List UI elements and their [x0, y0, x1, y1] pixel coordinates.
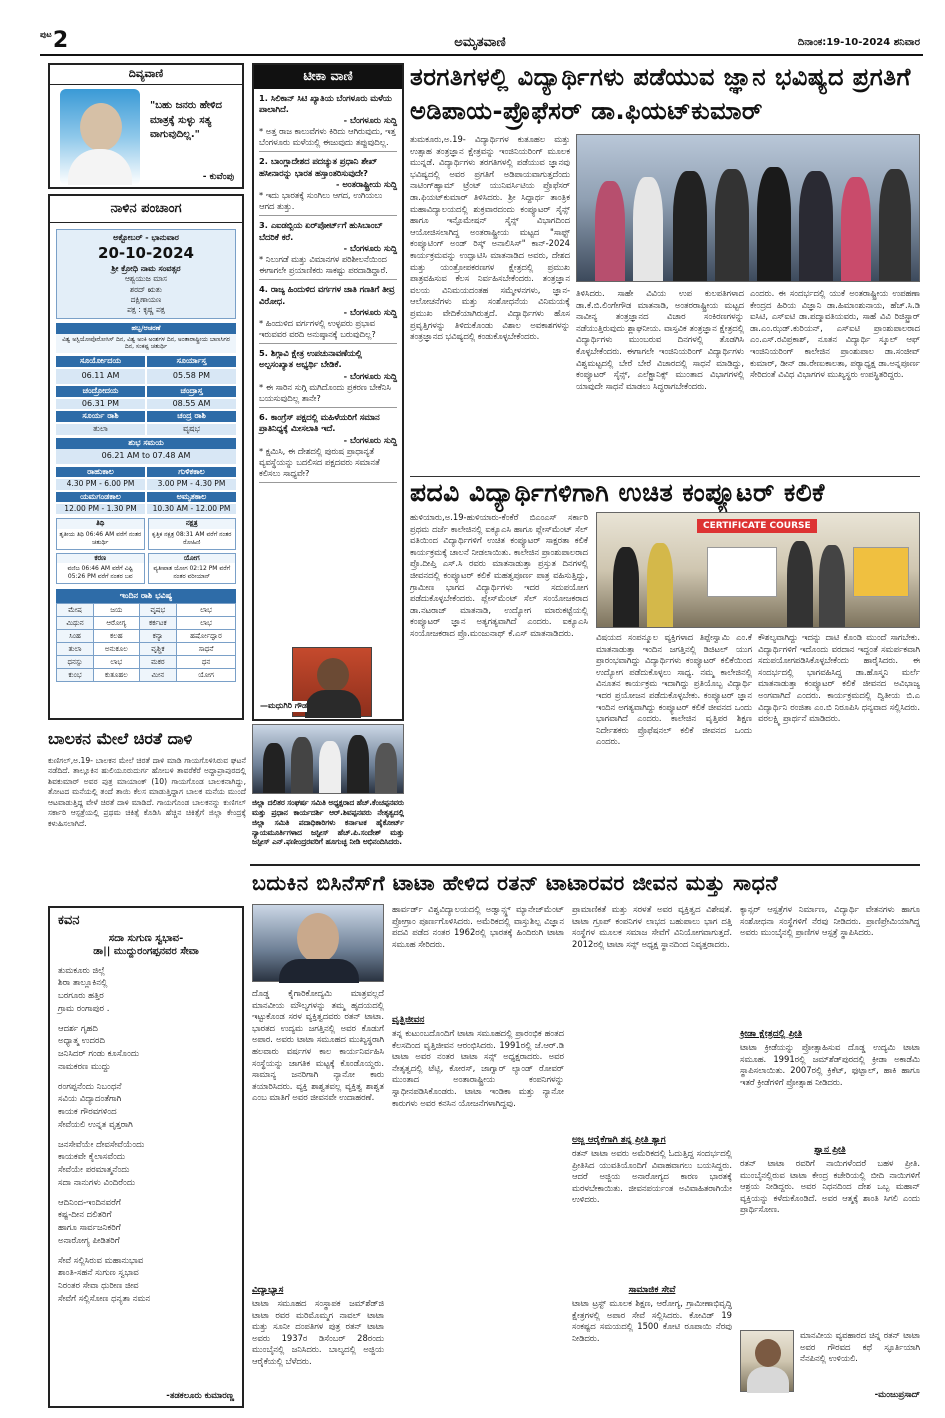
tika-question: 3. ಎಐಡಬ್ಬಿಯ ಏರ್‌ಪೋರ್ಟ್‌ಗೆ ಹುಸಿಬಾಂಬ್ ಬೆದರಿಕೆ ಕರೆ. — [259, 220, 383, 242]
divyavani-title: ದಿವ್ಯವಾಣಿ — [50, 65, 242, 85]
divyavani-quote: "ಬಹು ಜನರು ಹೇಳಿದ ಮಾತ್ರಕ್ಕೆ ಸುಳ್ಳು ಸತ್ಯ ವಾಗುವುದಿಲ್ಲ." — [150, 100, 222, 140]
tika-list — [254, 89, 402, 492]
tika-source: - ಬೆಂಗಳೂರು ಸುದ್ದಿ — [343, 114, 397, 125]
poem-line: ನಾಮಕರಣ ಮುದ್ದು — [58, 1061, 111, 1072]
rashi-sign: ಮಕರ — [139, 656, 177, 669]
story3-sub4: ಸಾಮಾಜಿಕ ಸೇವೆ — [628, 1285, 676, 1295]
tithi-panel — [56, 518, 236, 583]
rashi-prediction: ಸಾಧನೆ — [177, 643, 236, 656]
yama-label: ಯಮಗಂಡಕಾಲ — [56, 492, 145, 503]
tika-answer: * ಈ ಸಾರಿನ ಸುಗ್ಗಿ ಮಗಿದೊಂದು ಪ್ರಕರಣ ಬೇಕೆನಿಸಿ ಬಯಸುವುದಿಲ್ಲ ತಾನೇ? — [259, 381, 391, 404]
poem-line: ಸೇವೆಯಲಿ ಉನ್ನತ ವೃತ್ತರಾಗಿ — [58, 1119, 133, 1130]
tika-vani-box — [252, 63, 404, 721]
poem-line: ಕಷ್ಟ-ದೀನ ದಲಿತರಿಗೆ — [58, 1210, 112, 1221]
moonset-label: ಚಂದ್ರಾಸ್ತ — [147, 386, 236, 397]
tika-answer: * ನಿಲುಗಡೆ ಮತ್ತು ವಿಮಾನಗಳ ಪರಿಶೀಲನೆಯಿಂದ ಈಗಾಗಲೇ ಪ್ರಯಾಣಿಕರು ಸಾಕಷ್ಟು ಪರದಾಡಿದ್ದಾರೆ. — [259, 253, 388, 276]
panchanga-paksha: ಪಕ್ಷ : ಕೃಷ್ಣ ಪಕ್ಷ — [127, 304, 165, 314]
poem-line: ಆದಿನಿಂದ-ಇಂದಿನವರೆಗೆ — [58, 1197, 121, 1208]
rahu-label: ರಾಹುಕಾಲ — [56, 467, 145, 478]
poem-line: ಕಾಯಕವೇ ಕೈಲಾಸವೆಂದು — [58, 1152, 126, 1163]
rashi-prediction: ಹರ್ಷೋದ್ಘಾರ — [177, 630, 236, 643]
sunset-time: 05.58 PM — [147, 369, 236, 384]
amrita-label: ಅಮೃತಕಾಲ — [147, 492, 236, 503]
nakshatra-text: ಕೃತ್ತಿಕ ನಕ್ಷತ್ರ 08:31 AM ವರೆಗೆ ನಂತರ ರೋಹಿಣಿ — [152, 530, 232, 546]
poem-line: ತುಮಕೂರು ಜಿಲ್ಲೆ — [58, 965, 106, 976]
rashi-sign: ಮೀನ — [139, 669, 177, 682]
poem-line: ಸವಿಯ ವಿದ್ಯಾದಂತೆಗಾಗಿ — [58, 1094, 122, 1105]
ratan-tata-photo — [252, 904, 384, 982]
rashi-prediction: ಲಾಭ — [94, 656, 140, 669]
stanza-gap — [58, 1248, 234, 1255]
story3-col4c: ರತನ್ ಟಾಟಾ ರವರಿಗೆ ನಾಯಿಗಳೆಂದರೆ ಬಹಳ ಪ್ರೀತಿ. ಮುಂಬೈನಲ್ಲಿರುವ ಟಾಟಾ ಕೇಂದ್ರ ಕಚೇರಿಯಲ್ಲಿ ಬೀದಿ ನಾಯಿಗಳಿಗೆ ಆಶ್ರಯ ನೀಡಿದ್ದರು. ಅವರ ನಿಧನದಿಂದ ದೇಶ ಒಬ್ಬ ಮಹಾನ್ ವ್ಯಕ್ತಿಯನ್ನು ಕಳೆದುಕೊಂಡಿದೆ. ಅವರ ಆತ್ಮಕ್ಕೆ ಶಾಂತಿ ಸಿಗಲಿ ಎಂದು ಪ್ರಾರ್ಥಿಸೋಣ. — [740, 1158, 920, 1215]
stanza-gap — [58, 1016, 234, 1023]
tika-answer: * ಇದು ಭಾರತಕ್ಕೆ ಸುಂಗಿಲು ಆಗದ, ಉಗಿಯಲು ಆಗದ ತುತ್ತು. — [259, 190, 383, 212]
felicitation-photo — [252, 724, 404, 794]
tika-vani-title: ಟೀಕಾ ವಾಣಿ — [254, 65, 402, 89]
rashi-prediction: ಅನುಕೂಲ — [94, 643, 140, 656]
story1-col2: ತಿಳಿಸಿದರು. ಸಾಹೇ ವಿವಿಯ ಉಪ ಕುಲಪತಿಗಳಾದ ಡಾ.ಕೆ.ಬಿ.ಲಿಂಗೇಗೌಡ ಮಾತನಾಡಿ, ಅಂತರರಾಷ್ಟ್ರೀಯ ಮಟ್ಟದ ನಾವೀನ್ಯ ತಂತ್ರಜ್ಞಾನದ ವಿಚಾರ ಸಂಕಿರಣಗಳನ್ನು ನಡೆಯುತ್ತಿರುವುದು ಶ್ಲಾಘನೀಯ. ವಾಸ್ತವಿಕ ತಂತ್ರಜ್ಞಾನ ಕ್ಷೇತ್ರದಲ್ಲಿ ವಿದ್ಯಾರ್ಥಿಗಳು ಮುಂಬರುವ ದಿನಗಳಲ್ಲಿ ತೊಡಗಿಸಿ ಕೊಳ್ಳಬೇಕೆಂದರು. ಈಗಾಗಲೇ ಇಂಜಿನಿಯರಿಂಗ್ ವಿದ್ಯಾರ್ಥಿಗಳು ವಿಶ್ವಮಟ್ಟದಲ್ಲಿ ಬೇರೆ ಬೇರೆ ವಿಚಾರದಲ್ಲಿ ಸಾಧನೆ ಮಾಡಿದ್ದು, ಕಂಪ್ಯೂಟರ್ ಸೈನ್ಸ್, ಎಲೆಕ್ಟ್ರಾನಿಕ್ಸ್ ಮುಂತಾದ ವಿಭಾಗಗಳಲ್ಲಿ ಯಾವುದೇ ಸಾಧನೆ ಮಾಡಲು ಸಿದ್ಧರಾಗಬೇಕೆಂದರು. — [576, 288, 744, 391]
kavana-title: ಕವನ — [58, 913, 80, 928]
poem-line: ನಿರಂತರ ಸೇವಾ ಧುರೀಣ ಜೀವ — [58, 1281, 139, 1292]
kavana-heading: ಸದಾ ಸುಗುಣ ಸ್ವಭಾವ- ಡಾ|| ಮುದ್ದುರಂಗಪ್ಪನವರ ಸೇವಾ — [93, 932, 199, 958]
paper-name: ಅಮೃತವಾಣಿ — [454, 35, 506, 50]
poem-line: ಆದರ್ಶ ಗೃಹದಿ — [58, 1023, 98, 1034]
rashi-row — [57, 630, 236, 643]
stanza-gap — [58, 1074, 234, 1081]
panchanga-day: ಅಕ್ಟೋಬರ್ - ಭಾನುವಾರ — [113, 232, 179, 242]
panchanga-date-card — [56, 229, 236, 319]
rashi-row — [57, 669, 236, 682]
rahu-time: 4.30 PM - 6.00 PM — [56, 479, 145, 489]
poem-line: ಅಧ್ಯಾತ್ಮ ಉದರದಿ — [58, 1036, 105, 1047]
tithi-text: ತೃತೀಯ ತಿಥಿ 06:46 AM ವರೆಗೆ ನಂತರ ಚತುರ್ಥಿ — [59, 530, 142, 546]
story3-col2b: ತನ್ನ ಕುಟುಂಬದೊಂದಿಗೆ ಟಾಟಾ ಸಮೂಹದಲ್ಲಿ ಪ್ರಾರಂಭಿಕ ಹಂತದ ಕೆಲಸದಿಂದ ವೃತ್ತಿಜೀವನ ಆರಂಭಿಸಿದರು. 1991ರಲ್ಲಿ ಜೆ.ಆರ್.ಡಿ ಟಾಟಾ ಅವರ ನಂತರ ಟಾಟಾ ಸನ್ಸ್ ಅಧ್ಯಕ್ಷರಾದರು. ಅವರ ನೇತೃತ್ವದಲ್ಲಿ ಟೆಟ್ಲಿ, ಕೋರಸ್, ಜಾಗ್ವಾರ್ ಲ್ಯಾಂಡ್ ರೋವರ್ ಮುಂತಾದ ಅಂತಾರಾಷ್ಟ್ರೀಯ ಕಂಪನಿಗಳನ್ನು ಸ್ವಾಧೀನಪಡಿಸಿಕೊಂಡರು. ಟಾಟಾ ಇಂಡಿಕಾ ಮತ್ತು ನ್ಯಾನೋ ಕಾರುಗಳು ಅವರ ಕನಸಿನ ಯೋಜನೆಗಳಾಗಿದ್ದವು. — [392, 1028, 564, 1108]
moonrise-label: ಚಂದ್ರೋದಯ — [56, 386, 145, 397]
page-label: ಪುಟ — [40, 30, 52, 39]
page-number-badge — [40, 30, 100, 52]
tika-source: - ಬೆಂಗಳೂರು ಸುದ್ದಿ — [343, 306, 397, 317]
panchanga-masa: ಆಶ್ವಯುಜ ಮಾಸ — [124, 274, 167, 284]
story1-headline: ತರಗತಿಗಳಲ್ಲಿ ವಿದ್ಯಾರ್ಥಿಗಳು ಪಡೆಯುವ ಜ್ಞಾನ ಭವಿಷ್ಯದ ಪ್ರಗತಿಗೆ ಅಡಿಪಾಯ-ಪ್ರೊಫೆಸರ್ ಡಾ.ಫಿಯಟ್‌ಕುಮಾರ್ — [410, 63, 911, 125]
poem-line: ಸದಾ ನಾನುಗಳು ವಿಂದಿರೆಂದು — [58, 1177, 136, 1188]
story3-col3b: ರತನ್ ಟಾಟಾ ಅವರು ಅಮೆರಿಕದಲ್ಲಿ ಓದುತ್ತಿದ್ದ ಸಂದರ್ಭದಲ್ಲಿ ಪ್ರೀತಿಸಿದ ಯುವತಿಯೊಂದಿಗೆ ವಿವಾಹವಾಗಲು ಬಯಸಿದ್ದರು. ಆದರೆ ಅಜ್ಜಿಯ ಅನಾರೋಗ್ಯದ ಕಾರಣ ಭಾರತಕ್ಕೆ ಮರಳಬೇಕಾಯಿತು. ಜೀವನಪರ್ಯಂತ ಅವಿವಾಹಿತರಾಗಿಯೇ ಉಳಿದರು. — [572, 1148, 732, 1205]
rashi-sign: ಸಿಂಹ — [57, 630, 94, 643]
rashi-title: ಇಂದಿನ ರಾಶಿ ಭವಿಷ್ಯ — [56, 589, 236, 604]
rashi-sign: ಮೇಷ — [57, 604, 94, 617]
shubha-label: ಶುಭ ಸಮಯ — [56, 438, 236, 449]
story2-col2: ವಿಷಯದ ಸಂಪನ್ಮೂಲ ವ್ಯಕ್ತಿಗಳಾದ ತಿಪ್ಪೇಸ್ವಾಮಿ ಎಂ.ಕೆ ಮಾತನಾಡುತ್ತಾ ಇಂದಿನ ಜಗತ್ತಿನಲ್ಲಿ ಡಿಜಿಟಲ್ ಯುಗ ಪ್ರಾರಂಭವಾಗಿದ್ದು ವಿದ್ಯಾರ್ಥಿಗಳು ಕಂಪ್ಯೂಟರ್ ಕಲಿಕೆಯಿಂದ ಉದ್ಯೋಗ ಪಡೆದುಕೊಳ್ಳಲು ಸಾಧ್ಯ. ನಮ್ಮ ಕಾಲೇಜಿನಲ್ಲಿ ವಿನೂತನ ಕಾರ್ಯಕ್ರಮ ಇದಾಗಿದ್ದು ಪ್ರತಿಯೊಬ್ಬ ವಿದ್ಯಾರ್ಥಿ ಇದರ ಪ್ರಯೋಜನ ಪಡೆದುಕೊಳ್ಳಬೇಕು. ಕಂಪ್ಯೂಟರ್ ಜ್ಞಾನ ಇಂದಿನ ಅಗತ್ಯವಾಗಿದ್ದು ಕಂಪ್ಯೂಟರ್ ಕಲಿಕೆ ಜೀವನದ ಒಂದು ಭಾಗವಾಗಿದೆ ಎಂದರು. ಕಾಲೇಜಿನ ವೃತ್ತಿಪರ ಶಿಕ್ಷಣ ನಿರ್ದೇಶಕರು ಪ್ರೊಫೆಷನಲ್ ಕಲಿಕೆ ಜೀವನದ ಒಂದು ಎಂದರು. — [596, 632, 752, 747]
festival-head: ಹಬ್ಬ/ಆಚರಣೆ — [56, 323, 236, 334]
sun-panel — [56, 356, 236, 435]
panchanga-ritu: ಶರದ್ ಋತು — [129, 284, 163, 294]
tika-source: - ಬೆಂಗಳೂರು ಸುದ್ದಿ — [343, 434, 397, 445]
stanza-gap — [58, 1132, 234, 1139]
panchanga-ayana: ದಕ್ಷಿಣಾಯಣ — [130, 294, 162, 304]
surya-rashi-label: ಸೂರ್ಯ ರಾಶಿ — [56, 411, 145, 422]
story3-sub1: ವಿದ್ಯಾಭ್ಯಾಸ — [252, 1285, 284, 1295]
tika-question: 6. ಕಾಂಗ್ರೆಸ್ ಪಕ್ಷದಲ್ಲಿ ಮಹಿಳೆಯರಿಗೆ ಸಮಾನ ಪ್ರಾತಿನಿಧ್ಯಕ್ಕೆ ಮೀಸಲಾತಿ ಇದೆ. — [259, 412, 380, 434]
rashi-row — [57, 604, 236, 617]
kavana-lines — [58, 965, 234, 1306]
chandra-rashi-label: ಚಂದ್ರ ರಾಶಿ — [147, 411, 236, 422]
sunrise-label: ಸೂರ್ಯೋದಯ — [56, 356, 145, 367]
tika-answer: * ಹಿಂದುಳಿದ ವರ್ಗಗಳಲ್ಲಿ ಉಳ್ಳವರು ಪ್ರಭಾವ ಇರುವವರ ವರದಿ ಅನುಷ್ಠಾನಕ್ಕೆ ಬರುವುದಿಲ್ಲ? — [259, 317, 376, 340]
divyavani-box — [48, 63, 244, 189]
karana-text: ವಣಿಜ 06:46 AM ವರೆಗೆ ವಿಷ್ಟಿ 05:26 PM ವರೆಗೆ ನಂತರ ಬವ — [67, 564, 133, 580]
poet-portrait — [60, 89, 140, 185]
rashi-sign: ವೃಷಭ — [139, 604, 177, 617]
story2-headline: ಪದವಿ ವಿದ್ಯಾರ್ಥಿಗಳಿಗಾಗಿ ಉಚಿತ ಕಂಪ್ಯೂಟರ್ ಕಲಿಕೆ — [410, 478, 825, 507]
rashi-prediction: ಕುತೂಹಲ — [94, 669, 140, 682]
sunset-label: ಸೂರ್ಯಾಸ್ತ — [147, 356, 236, 367]
rashi-sign: ಮಿಥುನ — [57, 617, 94, 630]
moonrise-time: 06.31 PM — [56, 399, 145, 410]
rashi-sign: ಕರ್ಕಟಕ — [139, 617, 177, 630]
festival-text: ವಿಶ್ವ ಅಸ್ಟಿಯೋಪೊರೋಸಿಸ್ ದಿನ, ವಿಶ್ವ ಅಂಕಿ ಅಂಶಗಳ ದಿನ, ಅಂತಾರಾಷ್ಟ್ರೀಯ ಬಾಣಸಿಗರ ದಿನ, ಸಂಕಷ್ಟ ಚತುರ್ಥಿ — [56, 334, 236, 354]
tika-item — [259, 412, 397, 483]
amrita-time: 10.30 AM - 12.00 PM — [147, 504, 236, 514]
yoga-label: ಯೋಗ — [149, 554, 236, 563]
boy-story-headline: ಬಾಲಕನ ಮೇಲೆ ಚಿರತೆ ದಾಳಿ — [48, 729, 193, 748]
story3-byline: -ಮಂಜುಪ್ರಸಾದ್ — [874, 1390, 920, 1400]
story3-headline: ಬದುಕಿನ ಬಿಸಿನೆಸ್‌ಗೆ ಟಾಟಾ ಹೇಳಿದ ರತನ್ ಟಾಟಾರವರ ಜೀವನ ಮತ್ತು ಸಾಧನೆ — [252, 871, 779, 895]
poem-line: ಕಾಯಕ ಗೌರವಗಳಿಂದ — [58, 1107, 117, 1118]
surya-rashi: ತುಲಾ — [56, 424, 145, 435]
tika-question: 2. ಬಾಂಗ್ಲಾದೇಶದ ಪದಚ್ಯುತ ಪ್ರಧಾನಿ ಶೇಖ್ ಹಸೀನಾರನ್ನು ಭಾರತ ಹಸ್ತಾಂತರಿಸುವುದೇ? — [259, 156, 378, 178]
felicitation-caption: ಜಿಲ್ಲಾ ದಲಿತರ ಸಂಘರ್ಷ ಸಮಿತಿ ಅಧ್ಯಕ್ಷರಾದ ಹೆಚ್.ಕೆಂಚಪ್ಪನವರು ಮತ್ತು ಪ್ರಧಾನ ಕಾರ್ಯದರ್ಶಿ ಆರ್.ಶಿವಪ್ಪನವರು ನೇತೃತ್ವದಲ್ಲಿ ಜಿಲ್ಲಾ ಸಮಿತಿ ಪದಾಧಿಕಾರಿಗಳು ಕರ್ನಾಟಕ ಹೈಕೋರ್ಟ್ ನ್ಯಾಯಮೂರ್ತಿಗಳಾದ ಜಸ್ಟೀಸ್ ಹೆಚ್.ಪಿ.ಸಂದೇಶ್ ಮತ್ತು ಜಸ್ಟೀಸ್ ಎನ್.ಫಣೀಂದ್ರರವರಿಗೆ ಹೂಗುಚ್ಛ ನೀಡಿ ಅಭಿನಂದಿಸಿದರು. — [252, 798, 404, 847]
rashi-prediction: ಯೋಗ — [177, 669, 236, 682]
rashi-row — [57, 617, 236, 630]
story3-tribute: ಮಾನವೀಯ ವ್ಯವಹಾರದ ಚಿನ್ನ ರತನ್ ಟಾಟಾ ಅವರ ಗೌರವದ ಕಥೆ ಸ್ಫೂರ್ತಿಯಾಗಿ ನೆನಪಿನಲ್ಲಿ ಉಳಿಯಲಿ. — [800, 1330, 920, 1364]
story2-col1: ಹುಳಿಯಾರು,ಅ.19-ಹುಳಿಯಾರು-ಕೆಂಕೆರೆ ಬಿಎಂಎಸ್ ಸರ್ಕಾರಿ ಪ್ರಥಮ ದರ್ಜೆ ಕಾಲೇಜಿನಲ್ಲಿ ಐಕ್ಯೂಎಸಿ ಹಾಗೂ ಪ್ಲೇಸ್‌ಮೆಂಟ್ ಸೆಲ್ ವತಿಯಿಂದ ವಿದ್ಯಾರ್ಥಿಗಳಿಗೆ ಉಚಿತ ಕಂಪ್ಯೂಟರ್ ಸಾಕ್ಷರತಾ ಕಲಿಕೆ ಕಾರ್ಯಕ್ರಮಕ್ಕೆ ಚಾಲನೆ ನೀಡಲಾಯಿತು. ಕಾಲೇಜಿನ ಪ್ರಾಂಶುಪಾಲರಾದ ಪ್ರೊ.ದೀಪ್ತಿ ಎಸ್.ಸಿ ರವರು ಮಾತನಾಡುತ್ತಾ ಪ್ರಸ್ತುತ ದಿನಗಳಲ್ಲಿ ಜೀವನದಲ್ಲಿ ಕಂಪ್ಯೂಟರ್ ಕಲಿಕೆ ಮಹತ್ವಪೂರ್ಣ ಪಾತ್ರ ವಹಿಸುತ್ತಿದ್ದು, ಗ್ರಾಮೀಣ ಭಾಗದ ವಿದ್ಯಾರ್ಥಿಗಳು ಇದರ ಸದುಪಯೋಗ ಪಡೆದುಕೊಳ್ಳಬೇಕೆಂದರು. ಪ್ಲೇಸ್‌ಮೆಂಟ್ ಸೆಲ್ ಸಂಯೋಜಕರಾದ ಡಾ.ನಟರಾಜ್ ಮಾತನಾಡಿ, ಉದ್ಯೋಗ ಮಾರುಕಟ್ಟೆಯಲ್ಲಿ ಕಂಪ್ಯೂಟರ್ ಜ್ಞಾನ ಅತ್ಯಗತ್ಯವಾಗಿದೆ ಎಂದರು. ಐಕ್ಯೂಎಸಿ ಸಂಯೋಜಕರಾದ ಪ್ರೊ.ಮಂಜುನಾಥ್ ಕೆ.ಎಸ್ ಮಾತನಾಡಿದರು. — [410, 512, 588, 638]
story3-sub5: ಕ್ರೀಡಾ ಕ್ಷೇತ್ರದಲ್ಲಿ ಪ್ರೀತಿ — [740, 1029, 803, 1039]
rashi-prediction: ಆರೋಗ್ಯ — [94, 617, 140, 630]
story3-sub2: ವೃತ್ತಿಜೀವನ — [392, 1015, 425, 1025]
panchanga-box — [48, 194, 244, 720]
date-line: ದಿನಾಂಕ:19-10-2024 ಶನಿವಾರ — [797, 37, 920, 48]
gulika-label: ಗುಳಿಕಕಾಲ — [147, 467, 236, 478]
story3-col3: ಪ್ರಾಮಾಣಿಕತೆ ಮತ್ತು ಸರಳತೆ ಅವರ ವ್ಯಕ್ತಿತ್ವದ ವಿಶೇಷತೆ. ಟಾಟಾ ಗ್ರೂಪ್ ಕಂಪನಿಗಳ ಲಾಭದ ಬಹುಪಾಲು ಭಾಗ ದತ್ತಿ ಸಂಸ್ಥೆಗಳ ಮೂಲಕ ಸಮಾಜ ಸೇವೆಗೆ ವಿನಿಯೋಗವಾಗುತ್ತದೆ. 2012ರಲ್ಲಿ ಟಾಟಾ ಸನ್ಸ್ ಅಧ್ಯಕ್ಷ ಸ್ಥಾನದಿಂದ ನಿವೃತ್ತರಾದರು. — [572, 904, 732, 949]
rashi-row — [57, 643, 236, 656]
stanza-gap — [58, 1190, 234, 1197]
panchanga-title: ನಾಳಿನ ಪಂಚಾಂಗ — [50, 196, 242, 223]
poem-line: ಸೇವೆ ಸಲ್ಲಿಸಿರುವ ಮಹಾನುಭಾವ — [58, 1255, 144, 1266]
gulika-time: 3.00 PM - 4.30 PM — [147, 479, 236, 489]
story1-col3: ಎಂದರು. ಈ ಸಂದರ್ಭದಲ್ಲಿ ಯುಕೆ ಅಂತರಾಷ್ಟ್ರೀಯ ಉಪಹಣಾ ಕೇಂದ್ರದ ಹಿರಿಯ ವಿಜ್ಞಾನಿ ಡಾ.ಹಿಮಾಂಶುನಾಯ, ಹೆಚ್.ಸಿ.ಡಿ ಐಸಿಟಿ, ಎಸ್‌ಐಟಿ ಡಾ.ಪದ್ಮಾವತಿಯವರು, ಸಾಹೆ ವಿವಿ ರಿಜಿಸ್ಟ್ರಾರ್ ಡಾ.ಎಂ.ಝಡ್.ಕುರಿಯನ್, ಎಸ್‌ಐಟಿ ಪ್ರಾಂಶುಪಾಲರಾದ ಎಂ.ಎಸ್.ರವಿಪ್ರಕಾಶ್, ನೂತನ ವಿದ್ಯಾರ್ಥಿ ಸ್ಕೂಲ್ ಆಫ್ ಇಂಜಿನಿಯರಿಂಗ್ ಕಾಲೇಜಿನ ಪ್ರಾಂಶುಪಾಲ ಡಾ.ಸಂಜೀವ್ ಕುಮಾರ್, ಡೀನ್ ಡಾ.ರೇಣುಕಾಲತಾ, ಪಠ್ಯಾಧ್ಯಕ್ಷ ಡಾ.ಅನ್ನಪೂರ್ಣ ಸೇರಿದಂತೆ ವಿವಿಧ ವಿಭಾಗಗಳ ಮುಖ್ಯಸ್ಥರು ಉಪಸ್ಥಿತರಿದ್ದರು. — [750, 288, 920, 380]
page-number: 2 — [52, 28, 69, 53]
story3-col3c: ಟಾಟಾ ಟ್ರಸ್ಟ್ ಮೂಲಕ ಶಿಕ್ಷಣ, ಆರೋಗ್ಯ, ಗ್ರಾಮೀಣಾಭಿವೃದ್ಧಿ ಕ್ಷೇತ್ರಗಳಲ್ಲಿ ಅಪಾರ ಸೇವೆ ಸಲ್ಲಿಸಿದರು. ಕೋವಿಡ್ 19 ಸಂಕಷ್ಟದ ಸಮಯದಲ್ಲಿ 1500 ಕೋಟಿ ರೂಪಾಯಿ ನೆರವು ನೀಡಿದರು. — [572, 1298, 732, 1343]
story3-col4: ಕ್ಯಾನ್ಸರ್ ಆಸ್ಪತ್ರೆಗಳ ನಿರ್ಮಾಣ, ವಿದ್ಯಾರ್ಥಿ ವೇತನಗಳು ಹಾಗೂ ಸಂಶೋಧನಾ ಸಂಸ್ಥೆಗಳಿಗೆ ನೆರವು ನೀಡಿದರು. ಪ್ರಾಣಿಪ್ರೇಮಿಯಾಗಿದ್ದ ಅವರು ಮುಂಬೈನಲ್ಲಿ ಪ್ರಾಣಿಗಳ ಆಸ್ಪತ್ರೆ ಸ್ಥಾಪಿಸಿದರು. — [740, 904, 920, 938]
poem-line: ಶಿರಾ ತಾಲ್ಲೂಕಿನಲ್ಲಿ — [58, 978, 108, 989]
poem-line: ಜನಿಸಿದರ್ ಗಂಡು ಕೂಸೊಂದು — [58, 1049, 140, 1060]
poem-line: ಗ್ರಾಮ ರಂಗಾಪುರ . — [58, 1003, 110, 1014]
rashi-prediction: ಕಲಹ — [94, 630, 140, 643]
kala-panel — [56, 467, 236, 515]
tika-item — [259, 220, 397, 280]
story3-col4b: ಟಾಟಾ ಕ್ರೀಡೆಯನ್ನು ಪ್ರೋತ್ಸಾಹಿಸುವ ದೊಡ್ಡ ಉದ್ಯಮಿ ಟಾಟಾ ಸಮೂಹ. 1991ರಲ್ಲಿ ಜಮ್‌ಶೆಡ್‌ಪುರದಲ್ಲಿ ಕ್ರೀಡಾ ಅಕಾಡೆಮಿ ಸ್ಥಾಪಿಸಲಾಯಿತು. 2007ರಲ್ಲಿ ಕ್ರಿಕೆಟ್, ಫುಟ್ಬಾಲ್, ಹಾಕಿ ಹಾಗೂ ಇತರೆ ಕ್ರೀಡೆಗಳಿಗೆ ಪ್ರೋತ್ಸಾಹ ನೀಡಿದರು. — [740, 1042, 920, 1087]
rashi-prediction: ಲಾಭ — [177, 617, 236, 630]
story1-col1: ತುಮಕೂರು,ಅ.19- ವಿದ್ಯಾರ್ಥಿಗಳ ಕುತೂಹಲ ಮತ್ತು ಉತ್ಸಾಹ ತಂತ್ರಜ್ಞಾನ ಕ್ಷೇತ್ರವನ್ನು ಇಂಜಿನಿಯರಿಂಗ್ ಮೂಲಕ ಮುನ್ನಡೆ. ವಿದ್ಯಾರ್ಥಿಗಳು ತರಗತಿಗಳಲ್ಲಿ ಪಡೆಯುವ ಜ್ಞಾನವು ಭವಿಷ್ಯದಲ್ಲಿ ಅವರ ಪ್ರಗತಿಗೆ ಅಡಿಪಾಯವಾಗುತ್ತದೆಂದು ನಾಟಿಂಗ್‌ಹ್ಯಾಮ್ ಟ್ರೆಂಟ್ ಯುನಿವರ್ಸಿಟಿಯ ಪ್ರೊಫೆಸರ್ ಡಾ.ಫಿಯಟ್‌ಕುಮಾರ್ ತಿಳಿಸಿದರು. ಶ್ರೀ ಸಿದ್ದಾರ್ಥ ತಾಂತ್ರಿಕ ಮಹಾವಿದ್ಯಾಲಯದಲ್ಲಿ ಶುಕ್ರವಾರದಂದು ಕಂಪ್ಯೂಟರ್ ಸೈನ್ಸ್ ಹಾಗೂ ಇನ್ಫೊಮೇಷನ್ ಸೈನ್ಸ್ ವಿಭಾಗದಿಂದ ಆಯೋಜಿಸಲಾಗಿದ್ದ ಅಂತರಾಷ್ಟ್ರೀಯ ಮಟ್ಟದ "ಸಾಫ್ಟ್ ಕಂಪ್ಯೂಟಿಂಗ್ ಅಂಡ್ ರಿಸ್ಕ್ ಅನಾಲಿಸಿಸ್" ಕಾನ್‌-2024 ಕಾರ್ಯಕ್ರಮವನ್ನು ಉದ್ಘಾಟಿಸಿ ಮಾತನಾಡಿದ ಅವರು, ದೇಶದ ಮತ್ತು ಯಂತ್ರೋಪಕರಣಗಳ ಕ್ಷೇತ್ರದಲ್ಲಿ ಪ್ರಮುಖ ಪಾತ್ರವಹಿಸುವ ಕೆಲಸ ನಿರ್ವಹಿಸಬೇಕೆಂದರು. ತಂತ್ರಜ್ಞಾನ ವಲಯ ವಿನಿಮಯದಂತಹ ಸಮ್ಮೇಳನಗಳು, ಜ್ಞಾನ-ಆಲೋಚನೆಗಳು ಮತ್ತು ಸಂಶೋಧನೆಯ ವಿನಿಮಯಕ್ಕೆ ಪ್ರಮುಖ ವೇದಿಕೆಯಾಗಿರುತ್ತದೆ. ವಿದ್ಯಾರ್ಥಿಗಳು ಹೊಸ ಪ್ರವೃತ್ತಿಗಳನ್ನು ತಿಳಿದುಕೊಂಡು ವಿಶಾಲ ಅವಕಾಶಗಳನ್ನು ತಂತ್ರಜ್ಞಾನದ ಭವಿಷ್ಯದಲ್ಲಿ ಕಂಡುಕೊಳ್ಳಬೇಕೆಂದರು. — [410, 134, 570, 342]
boy-story-body: ಕುಣಿಗಲ್,ಅ.19- ಬಾಲಕನ ಮೇಲೆ ಚಿರತೆ ದಾಳಿ ಮಾಡಿ ಗಾಯಗೊಳಿಸಿರುವ ಘಟನೆ ನಡೆದಿದೆ. ತಾಲ್ಲೂಕಿನ ಹುಲಿಯೂರುದುರ್ಗ ಹೋಬಳಿ ತಾವರೆಕೆರೆ ಅದ್ದಾಪ್ರಾಪುರದಲ್ಲಿ ಶಿವಕುಮಾರ್ ಅವರ ಪುತ್ರ ಮಾಯಾಂಕ್ (10) ಗಾಯಗೊಂಡ ಬಾಲಕನಾಗಿದ್ದು, ತೋಟದ ಮನೆಯಲ್ಲಿ ತಂದೆ ತಾಯಿ ಕೆಲಸ ಮಾಡುತ್ತಿದ್ದಾಗ ಬಾಲಕ ಮನೆಯ ಮುಂದೆ ಆಟವಾಡುತ್ತಿದ್ದ ವೇಳೆ ಚಿರತೆ ದಾಳಿ ಮಾಡಿದೆ. ಗಾಯಗೊಂಡ ಬಾಲಕನನ್ನು ಕುಣಿಗಲ್ ಸರ್ಕಾರಿ ಆಸ್ಪತ್ರೆಯಲ್ಲಿ ಪ್ರಥಮ ಚಿಕಿತ್ಸೆ ಕೊಡಿಸಿ ಹೆಚ್ಚಿನ ಚಿಕಿತ್ಸೆಗೆ ಜಿಲ್ಲಾ ಕೇಂದ್ರಕ್ಕೆ ಕಳುಹಿಸಲಾಗಿದೆ. — [48, 756, 246, 828]
rashi-prediction: ಧನ — [177, 656, 236, 669]
poem-line: ರಂಗಪ್ಪನೆಂದು ನಿಬಂಧನೆ — [58, 1081, 122, 1092]
yama-time: 12.00 PM - 1.30 PM — [56, 504, 145, 514]
story3-col1: ದೊಡ್ಡ ಕೈಗಾರಿಕೋದ್ಯಮಿ ಮಾತ್ರವಲ್ಲದೆ ಮಾನವೀಯ ಮೌಲ್ಯಗಳನ್ನು ತಮ್ಮ ಹೃದಯದಲ್ಲಿ ಇಟ್ಟುಕೊಂಡ ಸರಳ ವ್ಯಕ್ತಿತ್ವದವರು ರತನ್ ಟಾಟಾ. ಭಾರತದ ಉದ್ಯಮ ಜಗತ್ತಿನಲ್ಲಿ ಅವರ ಕೊಡುಗೆ ಅಪಾರ. ಅವರು ಟಾಟಾ ಸಮೂಹದ ಮುಖ್ಯಸ್ಥರಾಗಿ ಹಲವಾರು ವರ್ಷಗಳ ಕಾಲ ಕಾರ್ಯನಿರ್ವಹಿಸಿ ಸಂಸ್ಥೆಯನ್ನು ಜಾಗತಿಕ ಮಟ್ಟಕ್ಕೆ ಕೊಂಡೊಯ್ದರು. ಸಾಮಾನ್ಯ ಜನರಿಗಾಗಿ ನ್ಯಾನೋ ಕಾರು ತಯಾರಿಸಿದರು. ವ್ಯಕ್ತಿ ಶಾಶ್ವತವಲ್ಲ ವ್ಯಕ್ತಿತ್ವ ಶಾಶ್ವತ ಎಂಬ ಮಾತಿಗೆ ಅವರ ಜೀವನವೇ ಉದಾಹರಣೆ. — [252, 988, 384, 1103]
tika-question: 1. ಸಿಲಿಕಾನ್ ಸಿಟಿ ಖ್ಯಾತಿಯ ಬೆಂಗಳೂರು ಮಳೆಯ ಪಾಲಾಗಿದೆ. — [259, 92, 392, 114]
tika-answer: * ಕ್ಷಮಿಸಿ, ಈ ದೇಶದಲ್ಲಿ ಪುರುಷ ಪ್ರಾಧಾನ್ಯತೆ ವ್ಯವಸ್ಥೆಯನ್ನು ಬದಲಿಸದ ಪಕ್ಷದವರು ಸಮಾನತೆ ಕಲಿಸಲು ಸಾಧ್ಯವೇ? — [259, 445, 380, 479]
tika-question: 4. ರಾಜ್ಯ ಹಿಂದುಳಿದ ವರ್ಗಗಳ ಜಾತಿ ಗಣತಿಗೆ ತೀವ್ರ ವಿರೋಧ. — [259, 284, 395, 306]
karana-label: ಕರಣ — [57, 554, 144, 563]
rashi-prediction: ಜಯ — [94, 604, 140, 617]
tika-source: - ಬೆಂಗಳೂರು ಸುದ್ದಿ — [343, 242, 397, 253]
poem-line: ಬರಗೂರು ಹತ್ತಿರ — [58, 991, 104, 1002]
tika-question: 5. ಶಿಗ್ಗಾವಿ ಕ್ಷೇತ್ರ ಉಪಚುನಾವಣೆಯಲ್ಲಿ ಅಲ್ಪಸಂಖ್ಯಾತ ಅಭ್ಯರ್ಥಿ ಬೇಡಿಕೆ. — [259, 348, 362, 370]
story3-sub6: ಶ್ವಾನ ಪ್ರೀತಿ — [814, 1145, 846, 1155]
tika-answer: * ಅತ್ತ ರಾಜ ಕಾಲುವೆಗಳು ಕಿರಿದು ಆಗಿರುವುದು, ಇತ್ತ ಬೆಂಗಳೂರು ಮಳೆಯಲ್ಲಿ ಈಜುವುದು ತಪ್ಪುವುದಿಲ್ಲ. — [259, 126, 396, 148]
tithi-label: ತಿಥಿ — [57, 519, 144, 528]
tika-item — [259, 156, 397, 216]
tika-item — [259, 348, 397, 408]
poem-line: ಹಾಗೂ ಸಾರ್ವಜನಿಕರಿಗೆ — [58, 1223, 121, 1234]
yoga-text: ವ್ಯತೀಪಾತ ಯೋಗ 02:12 PM ವರೆಗೆ ನಂತರ ವರೀಯಾನ್ — [153, 564, 231, 580]
rashi-row — [57, 656, 236, 669]
story1-photo — [576, 134, 920, 282]
nakshatra-label: ನಕ್ಷತ್ರ — [149, 519, 236, 528]
shubha-time: 06.21 AM to 07.48 AM — [56, 449, 236, 464]
story3-col2: ಹಾರ್ವರ್ಡ್ ವಿಶ್ವವಿದ್ಯಾಲಯದಲ್ಲಿ ಅಡ್ವಾನ್ಸ್ಡ್ ಮ್ಯಾನೇಜ್‌ಮೆಂಟ್ ಪ್ರೋಗ್ರಾಂ ಪೂರ್ಣಗೊಳಿಸಿದರು. ಅಮೆರಿಕದಲ್ಲಿ ವಾಸ್ತುಶಿಲ್ಪ ವಿಜ್ಞಾನ ಪದವಿ ಪಡೆದ ನಂತರ 1962ರಲ್ಲಿ ಭಾರತಕ್ಕೆ ಹಿಂದಿರುಗಿ ಟಾಟಾ ಸಮೂಹ ಸೇರಿದರು. — [392, 904, 564, 949]
festival-panel — [56, 323, 236, 353]
moonset-time: 08.55 AM — [147, 399, 236, 410]
rashi-panel — [56, 589, 236, 683]
rashi-table — [56, 603, 236, 682]
chandra-rashi: ವೃಷಭ — [147, 424, 236, 435]
header-rule — [40, 54, 923, 56]
poem-line: ಶಾಂತಿ-ಸಹನೆ ಸುಗುಣ ಸ್ವಭಾವ — [58, 1268, 139, 1279]
rashi-sign: ಕುಂಭ — [57, 669, 94, 682]
story3-sub3: ಅಜ್ಜ ಆರೈಕೆಗಾಗಿ ತನ್ನ ಪ್ರೀತಿ ತ್ಯಾಗ — [572, 1135, 666, 1145]
rashi-sign: ವೃಶ್ಚಿಕ — [139, 643, 177, 656]
story2-photo — [596, 512, 920, 628]
tika-item — [259, 284, 397, 344]
poem-line: ಸೇವೆಯೇ ಪರಮಾತ್ಮನೆಂದು — [58, 1165, 130, 1176]
tika-source: - ಅಂತರಾಷ್ಟ್ರೀಯ ಸುದ್ದಿ — [335, 178, 397, 189]
writer-photo — [740, 1330, 794, 1392]
story3-col1b: ಟಾಟಾ ಸಮೂಹದ ಸಂಸ್ಥಾಪಕ ಜಮ್‌ಶೆಡ್‌ಜಿ ಟಾಟಾ ರವರ ಮರಿಮೊಮ್ಮಗ ನಾವಲ್ ಟಾಟಾ ಮತ್ತು ಸೂನೀ ದಂಪತಿಗಳ ಪುತ್ರ ರತನ್ ಟಾಟಾ ಅವರು 1937ರ ಡಿಸೆಂಬರ್ 28ರಂದು ಮುಂಬೈನಲ್ಲಿ ಜನಿಸಿದರು. ಬಾಲ್ಯದಲ್ಲಿ ಅಜ್ಜಿಯ ಆರೈಕೆಯಲ್ಲಿ ಬೆಳೆದರು. — [252, 1298, 384, 1366]
kavana-box — [48, 906, 244, 1408]
tika-signature: —ಮಧುಗಿರಿ ಗೌಡ — [260, 701, 308, 710]
certificate-banner: CERTIFICATE COURSE — [697, 519, 817, 533]
rashi-sign: ತುಲಾ — [57, 643, 94, 656]
panchanga-date: 20-10-2024 — [98, 244, 194, 263]
shubha-panel — [56, 438, 236, 464]
poem-line: ಅನಾರೋಗ್ಯ ಪೀಡಿತರಿಗೆ — [58, 1235, 120, 1246]
rashi-sign: ಧನಸ್ಸು — [57, 656, 94, 669]
panchanga-samvatsara: ಶ್ರೀ ಕ್ರೋಧಿ ನಾಮ ಸಂವತ್ಸರ — [111, 263, 181, 273]
tika-source: - ಬೆಂಗಳೂರು ಸುದ್ದಿ — [343, 370, 397, 381]
kavana-author: -ತಡಕಲೂರು ಕುಮಾರಣ್ಣ — [166, 1390, 234, 1401]
rashi-sign: ಕನ್ಯಾ — [139, 630, 177, 643]
poem-line: ಸೇವೆಗೆ ಸಲ್ಲಿಸೋಣ ಧನ್ಯತಾ ನಮನ — [58, 1293, 151, 1304]
poem-line: ಜನಸೇವೆಯೇ ದೇವಸೇವೆಯೆಂದು — [58, 1139, 145, 1150]
rashi-prediction: ಲಾಭ — [177, 604, 236, 617]
divyavani-author: - ಕುವೆಂಪು — [202, 172, 234, 182]
sunrise-time: 06.11 AM — [56, 369, 145, 384]
tika-item — [259, 93, 397, 153]
story2-col3: ಕೌಶಲ್ಯವಾಗಿದ್ದು ಇದನ್ನು ದಾಟಿ ಕೊಂಡಿ ಮುಂದೆ ಸಾಗಬೇಕು. ವಿದ್ಯಾರ್ಥಿಗಳಿಗೆ ಇದೊಂದು ವರದಾನ ಇದ್ದಂತೆ ಸಮರ್ಪಕವಾಗಿ ಸದುಪಯೋಗಪಡಿಸಿಕೊಳ್ಳಬೇಕೆಂದು ಹಾರೈಸಿದರು. ಈ ಸಂದರ್ಭದಲ್ಲಿ ಭಾಗವಹಿಸಿದ್ದ ಡಾ.ಹೊಸ್ಮನಿ ಮರ್ಲೆ ಮಾತನಾಡುತ್ತಾ ಕಂಪ್ಯೂಟರ್ ಕಲಿಕೆ ಜೀವನದ ಅವಿಭಾಜ್ಯ ಅಂಗವಾಗಿದೆ ಎಂದರು. ಕಾರ್ಯಕ್ರಮದಲ್ಲಿ ದ್ವಿತೀಯ ಬಿ.ಎ ವಿದ್ಯಾರ್ಥಿನಿ ರಂಜಿತಾ ಎಂ.ಬಿ ನಿರೂಪಿಸಿ ಧನ್ಯವಾದ ಸಲ್ಲಿಸಿದರು. ವರಲಕ್ಷ್ಮಿ ಪ್ರಾರ್ಥನೆ ಮಾಡಿದರು. — [758, 632, 920, 724]
